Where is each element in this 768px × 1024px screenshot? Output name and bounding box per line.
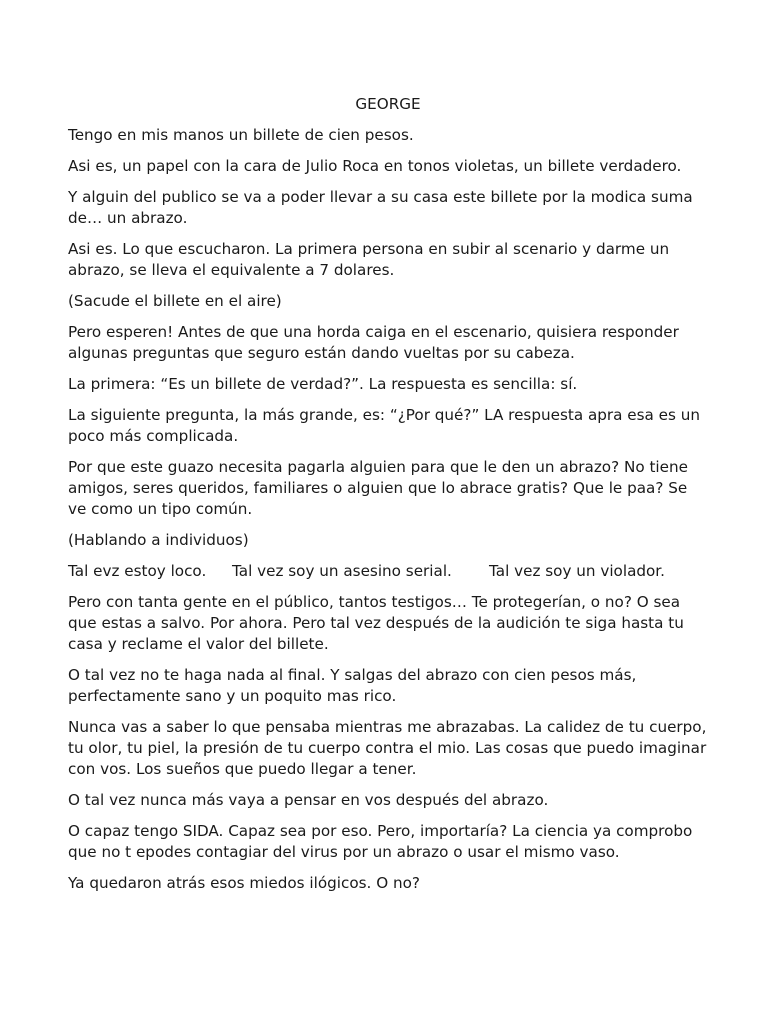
paragraph: Pero esperen! Antes de que una horda caiga en el escenario, quisiera responder algunas preguntas que seguro están dando vueltas por su cabeza.: [68, 323, 679, 362]
stage-direction: (Hablando a individuos): [68, 531, 249, 549]
paragraph: La primera: “Es un billete de verdad?”. La respuesta es sencilla: sí.: [68, 375, 578, 393]
stage-direction: (Sacude el billete en el aire): [68, 292, 282, 310]
paragraph: Asi es, un papel con la cara de Julio Roca en tonos violetas, un billete verdadero.: [68, 157, 682, 175]
paragraph: O capaz tengo SIDA. Capaz sea por eso. Pero, importaría? La ciencia ya comprobo que no t epodes contagiar del virus por un abrazo o usar el mismo vaso.: [68, 822, 693, 861]
paragraph: O tal vez no te haga nada al final. Y salgas del abrazo con cien pesos más, perfectamente sano y un poquito mas rico.: [68, 666, 637, 705]
tabbed-line: [68, 561, 708, 582]
paragraph: Tengo en mis manos un billete de cien pesos.: [68, 126, 414, 144]
paragraph: Asi es. Lo que escucharon. La primera persona en subir al scenario y darme un abrazo, se lleva el equivalente a 7 dolares.: [68, 240, 670, 279]
paragraph: Y alguin del publico se va a poder llevar a su casa este billete por la modica suma de… un abrazo.: [68, 188, 693, 227]
paragraph: O tal vez nunca más vaya a pensar en vos después del abrazo.: [68, 791, 549, 809]
tabbed-segment: Tal evz estoy loco.: [68, 562, 207, 580]
paragraph: Por que este guazo necesita pagarla alguien para que le den un abrazo? No tiene amigos, seres queridos, familiares o alguien que lo abrace gratis? Que le paa? Se ve como un tipo común.: [68, 458, 688, 518]
tabbed-segment: Tal vez soy un asesino serial.: [232, 562, 452, 580]
document-title: GEORGE: [355, 95, 421, 113]
paragraph: Nunca vas a saber lo que pensaba mientras me abrazabas. La calidez de tu cuerpo, tu olor, tu piel, la presión de tu cuerpo contra el mio. Las cosas que puedo imaginar con vos. Los sueños que puedo llegar a tener.: [68, 718, 707, 778]
paragraph: Ya quedaron atrás esos miedos ilógicos. O no?: [68, 874, 420, 892]
paragraph: Pero con tanta gente en el público, tantos testigos… Te protegerían, o no? O sea que estas a salvo. Por ahora. Pero tal vez después de la audición te siga hasta tu casa y reclame el valor del billete.: [68, 593, 684, 653]
tabbed-segment: Tal vez soy un violador.: [489, 562, 665, 580]
paragraph: La siguiente pregunta, la más grande, es: “¿Por qué?” LA respuesta apra esa es un poco más complicada.: [68, 406, 701, 445]
